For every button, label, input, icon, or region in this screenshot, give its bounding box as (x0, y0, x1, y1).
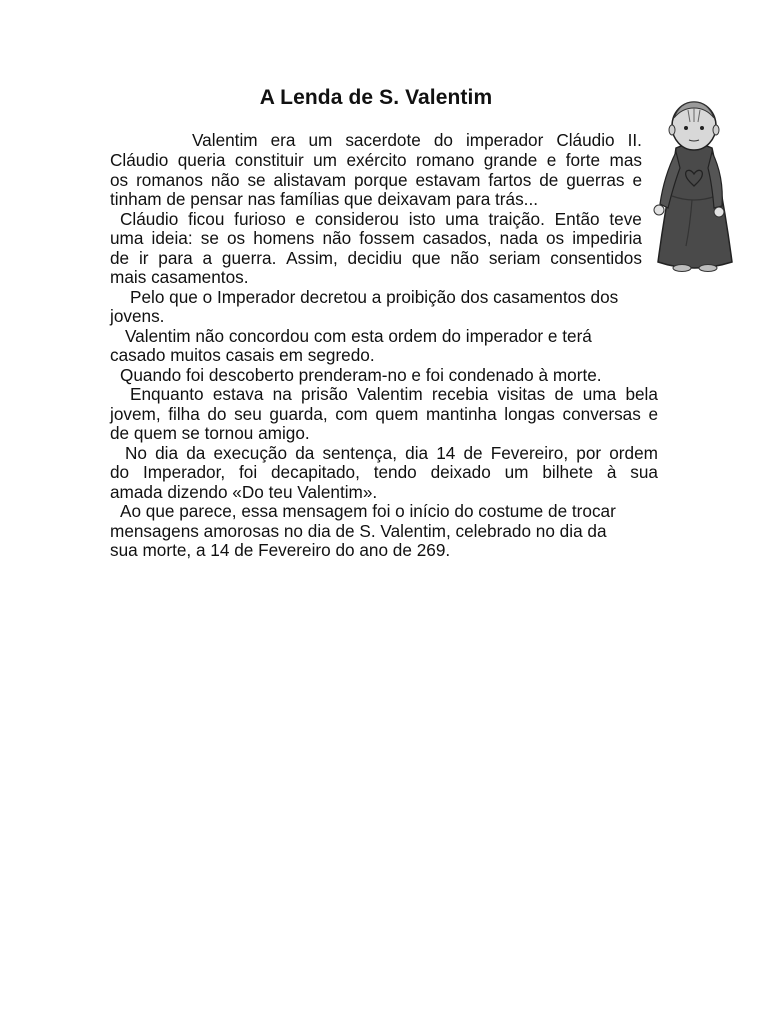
paragraph-line: No dia da execução da sentença, dia 14 de Fevereiro, por ordem (125, 443, 658, 463)
paragraph-line: amada dizendo «Do teu Valentim». (110, 482, 378, 502)
paragraph-line: Quando foi descoberto prenderam-no e foi condenado à morte. (120, 365, 602, 385)
paragraph-line: casado muitos casais em segredo. (110, 345, 375, 365)
paragraph-line: do Imperador, foi decapitado, tendo deixado um bilhete à sua (110, 462, 658, 482)
paragraph-line: de ir para a guerra. Assim, decidiu que não seriam consentidos (110, 248, 642, 268)
monk-figure-icon (646, 96, 742, 280)
paragraph-line: Cláudio queria constituir um exército romano grande e forte mas (110, 150, 642, 170)
document-title: A Lenda de S. Valentim (259, 86, 493, 109)
paragraph-line: jovem, filha do seu guarda, com quem mantinha longas conversas e (110, 404, 658, 424)
paragraph-line: os romanos não se alistavam porque estavam fartos de guerras e (110, 170, 642, 190)
paragraph-line: Valentim era um sacerdote do imperador Cláudio II. (192, 130, 642, 150)
paragraph-line: Valentim não concordou com esta ordem do imperador e terá (125, 326, 592, 346)
paragraph-line: Pelo que o Imperador decretou a proibição dos casamentos dos (130, 287, 619, 307)
paragraph-line: de quem se tornou amigo. (110, 423, 310, 443)
paragraph-line: mais casamentos. (110, 267, 249, 287)
paragraph-line: Ao que parece, essa mensagem foi o início do costume de trocar (120, 501, 616, 521)
paragraph-line: jovens. (110, 306, 165, 326)
paragraph-line: sua morte, a 14 de Fevereiro do ano de 269. (110, 540, 451, 560)
paragraph-line: tinham de pensar nas famílias que deixavam para trás... (110, 189, 539, 209)
paragraph-line: Enquanto estava na prisão Valentim recebia visitas de uma bela (130, 384, 658, 404)
paragraph-line: uma ideia: se os homens não fossem casados, nada os impediria (110, 228, 642, 248)
paragraph-line: Cláudio ficou furioso e considerou isto uma traição. Então teve (120, 209, 642, 229)
paragraph-line: mensagens amorosas no dia de S. Valentim, celebrado no dia da (110, 521, 607, 541)
